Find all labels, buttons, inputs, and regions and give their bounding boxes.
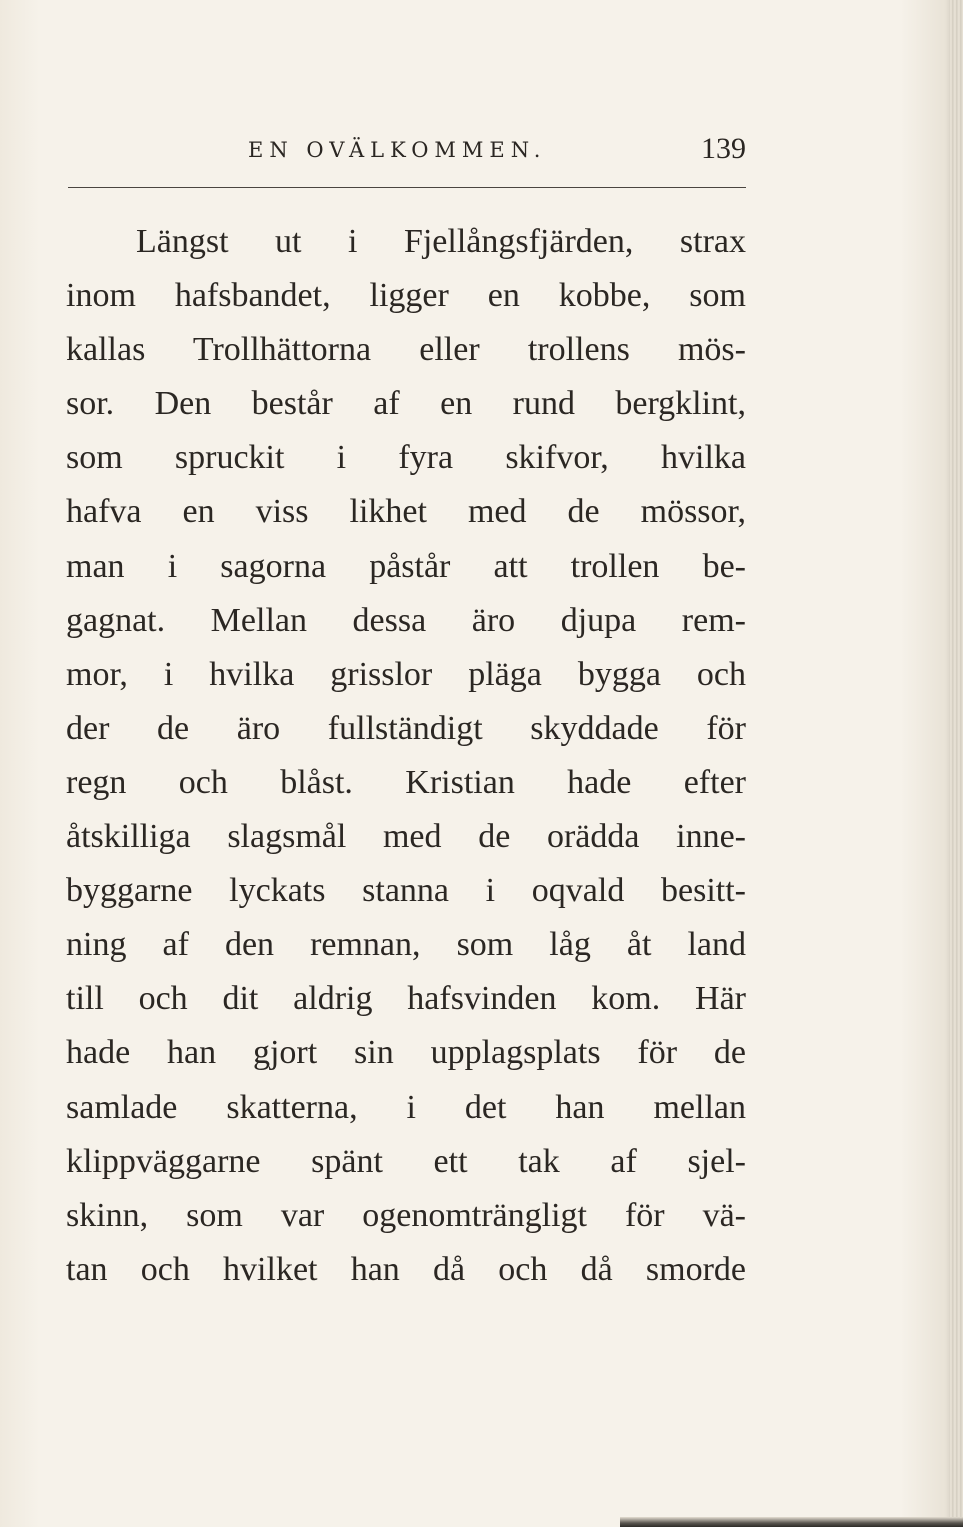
- text-line: ning af den remnan, som låg åt land: [66, 926, 746, 964]
- header-rule: [68, 187, 746, 188]
- text-line: mor, i hvilka grisslor pläga bygga och: [66, 655, 746, 693]
- text-line: åtskilliga slagsmål med de orädda inne-: [66, 818, 746, 856]
- text-line: tan och hvilket han då och då smorde: [66, 1250, 746, 1288]
- text-line: byggarne lyckats stanna i oqvald besitt-: [66, 872, 746, 910]
- text-line: till och dit aldrig hafsvinden kom. Här: [66, 980, 746, 1018]
- text-line: klippväggarne spänt ett tak af sjel-: [66, 1142, 746, 1180]
- text-line: hafva en viss likhet med de mössor,: [66, 493, 746, 531]
- text-line: Längst ut i Fjellångsfjärden, strax: [136, 223, 746, 260]
- text-line: sor. Den består af en rund bergklint,: [66, 385, 746, 423]
- page-edge-bottom: [620, 1517, 963, 1527]
- body-text: [66, 215, 746, 1297]
- running-title: EN OVÄLKOMMEN.: [248, 138, 547, 162]
- text-line: regn och blåst. Kristian hade efter: [66, 763, 746, 801]
- text-line: inom hafsbandet, ligger en kobbe, som: [66, 277, 746, 315]
- text-line: kallas Trollhättorna eller trollens mös-: [66, 331, 746, 369]
- text-line: gagnat. Mellan dessa äro djupa rem-: [66, 601, 746, 639]
- text-line: der de äro fullständigt skyddade för: [66, 709, 746, 747]
- page-number: 139: [701, 132, 746, 165]
- text-line: som spruckit i fyra skifvor, hvilka: [66, 439, 746, 477]
- page-header: [68, 128, 746, 178]
- text-line: man i sagorna påstår att trollen be-: [66, 547, 746, 585]
- text-line: hade han gjort sin upplagsplats för de: [66, 1034, 746, 1072]
- text-line: skinn, som var ogenomträngligt för vä-: [66, 1196, 746, 1234]
- text-line: samlade skatterna, i det han mellan: [66, 1088, 746, 1126]
- page-edge-right: [949, 0, 963, 1527]
